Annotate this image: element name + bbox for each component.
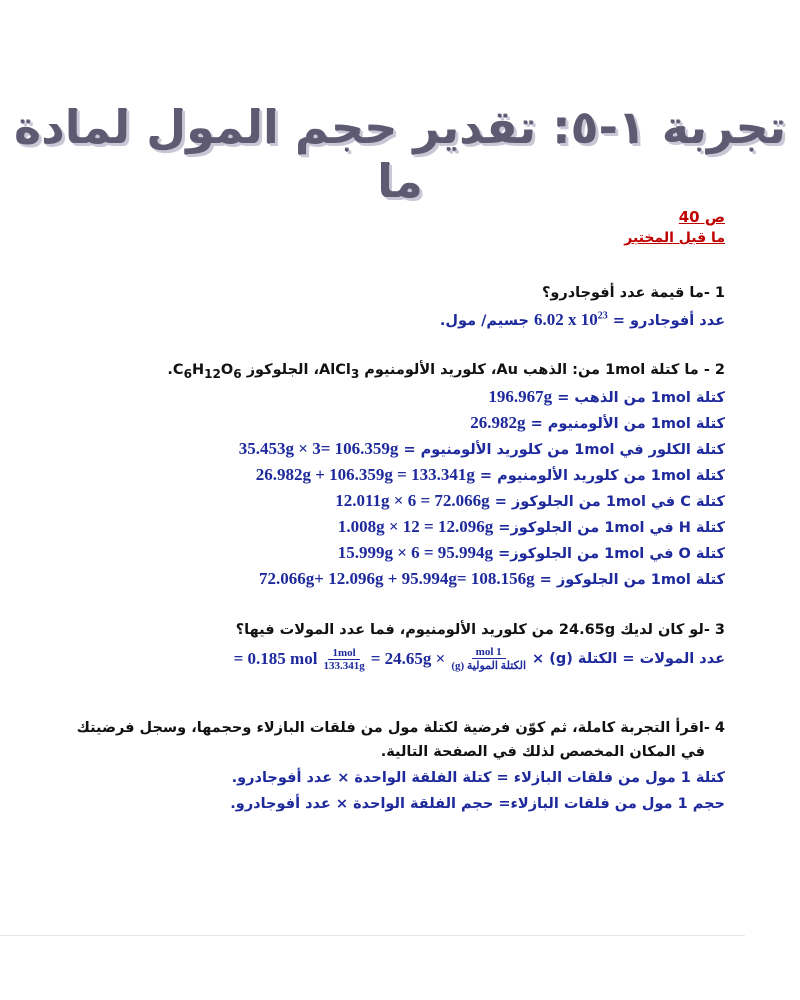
answer-2-line-4: كتلة 1mol من كلوريد الألومنيوم = 26.982g + 106.359g = 133.341g [255,465,725,484]
fraction-molar-mass: $\frac{\text{1 mol}}{\text{الكتلة المولية (g)}}$ [451,646,527,672]
answer-2-line-1: كتلة 1mol من الذهب = 196.967g [488,387,725,406]
fraction-aluminium-chloride: $\frac{\text{1mol}}{133.341g}$ [323,646,365,672]
answer-2-line-5: كتلة C في 1mol من الجلوكوز = 12.011g × 6 = 72.066g [335,491,725,510]
question-2: 2 - ما كتلة 1mol من: الذهب Au، كلوريد الألومنيوم AlCl$_3$، الجلوكوز $C_6H_{12}O_6$. [167,362,725,381]
answer-2-line-2: كتلة 1mol من الألومنيوم = 26.982g [470,413,725,432]
answer-3-formula: عدد المولات = الكتلة (g) × $\frac{\text{1 mol}}{\text{الكتلة المولية (g)}}$ = 24.65g × $\frac{\text{1mol}}{133.341g}$ = 0.185 mol [233,646,725,672]
section-heading: ما قبل المختبر [624,230,725,246]
page-reference: ص 40 [678,208,725,226]
answer-2-line-6: كتلة H في 1mol من الجلوكوز= 1.008g × 12 = 12.096g [337,517,725,536]
question-4-line-2: في المكان المخصص لذلك في الصفحة التالية. [380,744,705,760]
answer-2-line-3: كتلة الكلور في 1mol من كلوريد الألومنيوم = 35.453g × 3= 106.359g [238,439,725,458]
answer-1: عدد أفوجادرو = 6.02 x $10^{23}$ جسيم/ مول. [439,310,725,329]
page-title: تجربة ١-٥: تقدير حجم المول لمادة ما [14,100,786,208]
question-4-line-1: 4 -اقرأ التجربة كاملة، ثم كوّن فرضية لكتلة مول من فلقات البازلاء وحجمها، وسجل فرضيتك [76,720,725,736]
answer-4-line-1: كتلة 1 مول من فلقات البازلاء = كتلة الفلقة الواحدة × عدد أفوجادرو. [231,770,725,786]
answer-2-line-7: كتلة O في 1mol من الجلوكوز= 15.999g × 6 = 95.994g [337,543,725,562]
question-3: 3 -لو كان لديك 24.65g من كلوريد الألومنيوم، فما عدد المولات فيها؟ [235,622,725,638]
question-1: 1 -ما قيمة عدد أفوجادرو؟ [541,285,725,301]
answer-4-line-2: حجم 1 مول من فلقات البازلاء= حجم الفلقة الواحدة × عدد أفوجادرو. [230,796,725,812]
page-divider [0,935,745,936]
answer-2-line-8: كتلة 1mol من الجلوكوز = 72.066g+ 12.096g + 95.994g= 108.156g [259,569,725,588]
